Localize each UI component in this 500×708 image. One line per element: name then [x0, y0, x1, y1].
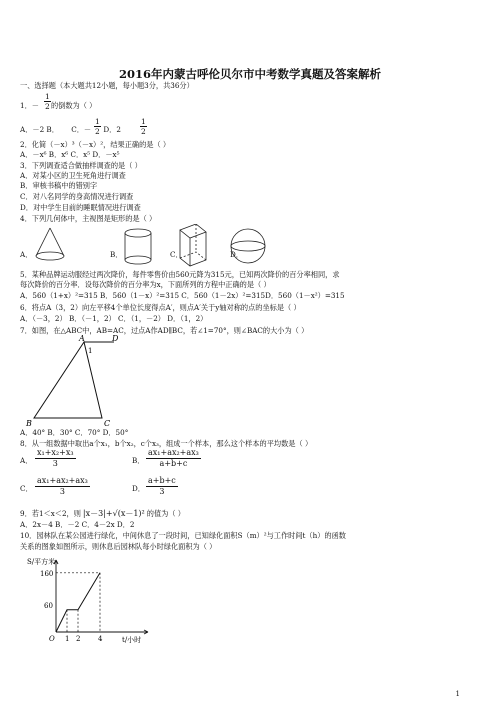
q9-stem: 9．若1＜x＜2，则 |x－3|+√(x－1)² 的值为（ ）: [20, 509, 185, 518]
q3-option-a: A．对某小区的卫生死角进行调查: [20, 171, 126, 180]
q3-option-d: D．对中学生目前的睡眠情况进行调查: [20, 203, 141, 212]
q3-option-b: B．审核书稿中的错别字: [20, 181, 98, 190]
y-axis-label: S/平方米: [27, 558, 56, 566]
q1-option-b-fraction: $\frac{1}{2}$: [95, 117, 100, 136]
q1-options: A．－2 B． C．－ D．2: [20, 125, 121, 134]
q4-label-c: C．: [170, 250, 183, 259]
label-b: B: [26, 419, 32, 428]
q9-expression: |x－3|+√(x－1)²: [82, 509, 145, 518]
q8-label-a: A．: [20, 456, 33, 465]
q10-guide-lines: [56, 573, 100, 632]
q8-option-a-fraction: x₁+x₂+x₃ 3: [37, 448, 74, 468]
x-tick-1: 1: [65, 635, 70, 643]
label-a: A: [79, 334, 85, 343]
y-tick-60: 60: [44, 602, 53, 610]
q8-option-d-fraction: a+b+c 3: [148, 476, 176, 496]
label-c: C: [104, 419, 111, 428]
q8-stem: 8．从一组数据中取出a个x₁，b个x₂，c个x₃，组成一个样本，那么这个样本的平均数是（ ）: [20, 439, 313, 448]
x-tick-2: 2: [76, 635, 81, 643]
q4-label-b: B．: [110, 250, 123, 259]
q4-solids-figure: [30, 224, 290, 272]
q1-fraction: $\frac{1}{2}$: [45, 92, 50, 111]
q5-stem-1: 5．某种品牌运动服经过两次降价，每件零售价由560元降为315元，已知两次降价的百分率相同，求: [20, 270, 340, 279]
sphere-figure: [231, 229, 265, 263]
page-number: 1: [455, 690, 460, 698]
q1-option-c-fraction: $\frac{1}{2}$: [141, 117, 146, 136]
q2-stem: 2．化简（－x）³（－x）²，结果正确的是（ ）: [20, 140, 171, 149]
q10-graph: [18, 552, 178, 644]
q7-triangle-figure: [22, 334, 132, 429]
q4-label-d: D．: [230, 250, 243, 259]
q2-options: A．－x⁶ B．x⁶ C．x⁵ D．－x⁵: [20, 150, 120, 159]
q8-option-c-fraction: ax₁+ax₂+ax₃ 3: [37, 476, 88, 496]
origin-label: O: [49, 635, 55, 643]
q7-options: A．40° B．30° C．70° D．50°: [20, 428, 129, 437]
y-tick-160: 160: [40, 570, 54, 578]
q1-stem: 1．－ 的倒数为（ ）: [20, 101, 97, 110]
q10-stem-1: 10．园林队在某公园进行绿化，中间休息了一段时间，已知绿化面积S（m）²与工作时间t（h）的函数: [20, 531, 346, 540]
label-angle-1: 1: [88, 347, 93, 355]
q6-stem: 6．将点A（3，2）向左平移4个单位长度得点A′，则点A′关于y轴对称的点的坐标是（ ）: [20, 303, 301, 312]
q8-option-b-fraction: ax₁+ax₂+ax₃ a+b+c: [148, 448, 199, 468]
section-heading: 一、选择题（本大题共12小题，每小题3分，共36分）: [20, 81, 194, 90]
q9-options: A．2x－4 B．－2 C．4－2x D．2: [20, 520, 135, 529]
q8-label-b: B．: [132, 456, 145, 465]
q7-stem: 7．如图，在△ABC中，AB=AC，过点A作AD∥BC，若∠1=70°，则∠BAC的大小为（ ）: [20, 326, 309, 335]
q4-stem: 4．下列几何体中，主视图是矩形的是（ ）: [20, 214, 157, 223]
q8-label-d: D．: [132, 484, 145, 493]
q6-options: A．（－3，2） B．（－1，2） C．（1，－2） D．（1，2）: [20, 314, 208, 323]
cylinder-figure: [125, 229, 151, 264]
page-title: 2016年内蒙古呼伦贝尔市中考数学真题及答案解析: [118, 67, 381, 81]
label-d: D: [112, 334, 119, 343]
q3-option-c: C．对八名同学的身高情况进行调查: [20, 192, 134, 201]
q10-stem-2: 关系的图象如图所示，则休息后园林队每小时绿化面积为（ ）: [20, 542, 217, 551]
x-tick-4: 4: [98, 635, 103, 643]
x-axis-label: t/小时: [122, 636, 142, 644]
q5-options: A．560（1+x）²=315 B．560（1－x）²=315 C．560（1－2x）²=315D．560（1－x²）=315: [20, 291, 345, 300]
q8-label-c: C．: [20, 484, 33, 493]
cone-figure: [36, 228, 64, 260]
triangular-prism-figure: [180, 224, 206, 266]
q3-stem: 3．下列调查适合做抽样调查的是（ ）: [20, 161, 142, 170]
q4-label-a: A．: [20, 250, 33, 259]
q5-stem-2: 每次降价的百分率．设每次降价的百分率为x，下面所列的方程中正确的是（ ）: [20, 280, 271, 289]
